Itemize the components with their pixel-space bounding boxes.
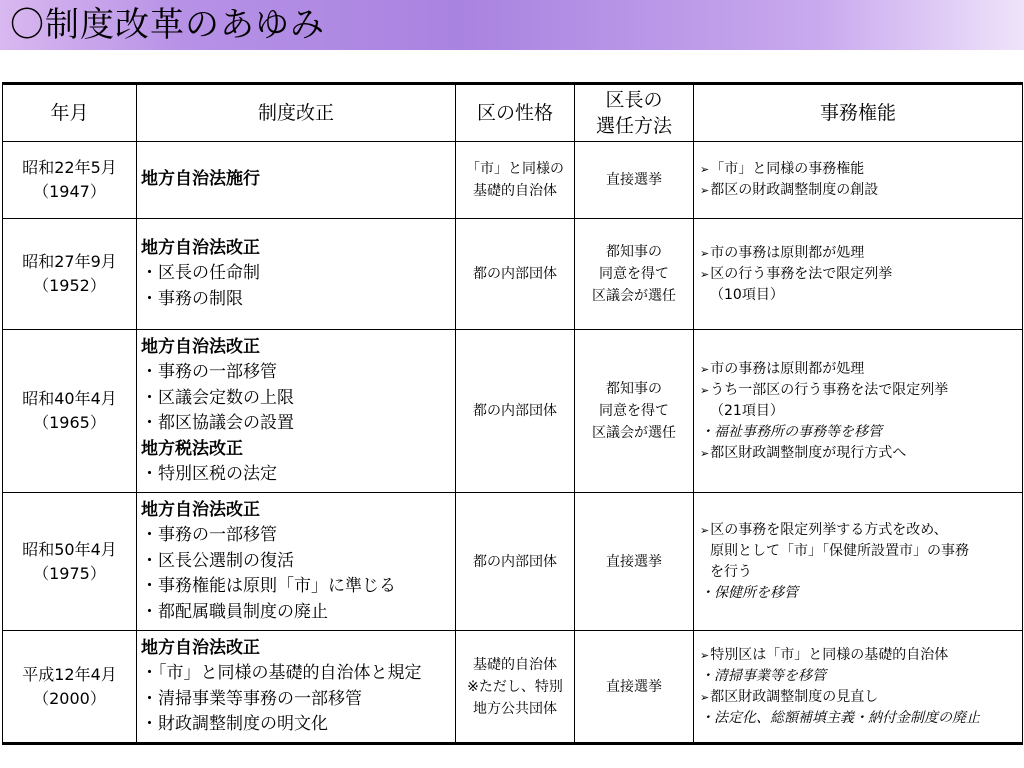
method-cell (575, 330, 694, 493)
table-row (3, 142, 1023, 219)
period-era: 平成12年4月 (22, 664, 117, 684)
period-cell (3, 631, 137, 744)
header-method: 区長の 選任方法 (575, 84, 694, 142)
header-powers: 事務権能 (694, 84, 1023, 142)
reform-law-heading: 地方自治法改正 (141, 637, 260, 658)
method-text: 都知事の (606, 381, 662, 397)
period-year: （1952） (33, 276, 106, 295)
reform-law-heading: 地方税法改正 (141, 438, 243, 459)
reform-item: ・清掃事業等事務の一部移管 (141, 688, 362, 709)
powers-bullet-item: ➢ 区の事務を限定列挙する方式を改め、 (700, 520, 1022, 541)
powers-continuation: （10項目） (710, 286, 784, 303)
method-cell (575, 219, 694, 330)
method-text: 区議会が選任 (592, 288, 676, 304)
nature-text: 都の内部団体 (473, 403, 557, 419)
method-text: 都知事の (606, 244, 662, 260)
method-text: 直接選挙 (606, 678, 662, 695)
method-cell (575, 493, 694, 631)
nature-cell (456, 493, 575, 631)
nature-text: 基礎的自治体 (473, 656, 557, 673)
reform-cell (137, 330, 456, 493)
powers-continuation: （21項目） (710, 402, 784, 419)
powers-continuation: 原則として「市」「保健所設置市」の事務 (710, 542, 969, 559)
period-year: （1975） (33, 563, 106, 583)
nature-cell (456, 142, 575, 219)
reform-item: ・財政調整制度の明文化 (141, 714, 328, 734)
reform-item: ・事務の一部移管 (141, 362, 277, 382)
nature-text: 都の内部団体 (473, 266, 557, 282)
period-era: 昭和50年4月 (22, 539, 117, 559)
reform-item: ・事務権能は原則「市」に準じる (141, 576, 396, 597)
powers-cell (694, 219, 1023, 330)
reform-cell (137, 142, 456, 219)
nature-cell (456, 219, 575, 330)
reform-law-heading: 地方自治法改正 (141, 499, 260, 520)
period-era: 昭和22年5月 (22, 158, 117, 177)
reform-item: ・都配属職員制度の廃止 (141, 601, 328, 622)
header-period: 年月 (3, 84, 137, 142)
reform-item: ・特別区税の法定 (141, 464, 277, 484)
method-cell (575, 142, 694, 219)
reform-law-heading: 地方自治法施行 (141, 169, 260, 190)
reform-item: ・事務の制限 (141, 288, 243, 309)
reform-item: ・区議会定数の上限 (141, 387, 294, 408)
powers-bullet-item: ➢ 都区財政調整制度が現行方式へ (700, 443, 1022, 464)
reform-item: ・「市」と同様の基礎的自治体と規定 (141, 663, 422, 683)
table-header-row (3, 84, 1023, 142)
reform-cell (137, 219, 456, 330)
powers-bullet-item: ➢ 「市」と同様の事務権能 (700, 159, 1022, 180)
powers-continuation: を行う (710, 563, 752, 580)
period-year: （1947） (33, 182, 106, 201)
period-era: 昭和40年4月 (22, 389, 117, 408)
period-cell (3, 219, 137, 330)
powers-transfer-note: ・福祉事務所の事務等を移管 (700, 423, 882, 440)
nature-text: 地方公共団体 (473, 700, 557, 717)
powers-cell (694, 631, 1023, 744)
nature-text: 「市」と同様の (466, 161, 564, 177)
header-reform: 制度改正 (137, 84, 456, 142)
period-cell (3, 142, 137, 219)
reform-item: ・都区協議会の設置 (141, 413, 294, 433)
nature-text: 基礎的自治体 (473, 183, 557, 199)
reform-cell (137, 631, 456, 744)
method-text: 直接選挙 (606, 553, 662, 570)
powers-bullet-item: ➢ 都区の財政調整制度の創設 (700, 180, 1022, 201)
powers-bullet-item: ➢ 市の事務は原則都が処理 (700, 359, 1022, 380)
powers-cell (694, 493, 1023, 631)
powers-bullet-item: ➢ うち一部区の行う事務を法で限定列挙 (700, 380, 1022, 401)
period-year: （1965） (33, 413, 106, 432)
powers-transfer-note: ・保健所を移管 (700, 584, 798, 601)
powers-bullet-item: ➢ 都区財政調整制度の見直し (700, 687, 1022, 708)
reform-item: ・区長公選制の復活 (141, 550, 294, 571)
method-text: 同意を得て (599, 403, 669, 419)
table-row (3, 493, 1023, 631)
period-year: （2000） (33, 688, 106, 708)
period-cell (3, 493, 137, 631)
title-bar (0, 0, 1024, 50)
method-cell (575, 631, 694, 744)
method-text: 直接選挙 (606, 172, 662, 188)
method-text: 区議会が選任 (592, 425, 676, 441)
powers-bullet-item: ➢ 区の行う事務を法で限定列挙 (700, 264, 1022, 285)
method-text: 同意を得て (599, 266, 669, 282)
powers-cell (694, 142, 1023, 219)
nature-text: ※ただし、特別 (467, 678, 563, 695)
powers-bullet-item: ➢ 市の事務は原則都が処理 (700, 243, 1022, 264)
page-title: 〇制度改革のあゆみ (10, 5, 325, 45)
powers-transfer-note: ・法定化、総額補填主義・納付金制度の廃止 (700, 709, 980, 726)
reform-history-table (2, 82, 1023, 745)
header-nature: 区の性格 (456, 84, 575, 142)
reform-cell (137, 493, 456, 631)
powers-cell (694, 330, 1023, 493)
table-row (3, 219, 1023, 330)
nature-cell (456, 330, 575, 493)
reform-item: ・事務の一部移管 (141, 525, 277, 546)
powers-transfer-note: ・清掃事業等を移管 (700, 667, 826, 684)
period-era: 昭和27年9月 (22, 252, 117, 271)
reform-law-heading: 地方自治法改正 (141, 237, 260, 258)
reform-law-heading: 地方自治法改正 (141, 336, 260, 357)
powers-bullet-item: ➢ 特別区は「市」と同様の基礎的自治体 (700, 645, 1022, 666)
nature-cell (456, 631, 575, 744)
table-row (3, 631, 1023, 744)
table-row (3, 330, 1023, 493)
period-cell (3, 330, 137, 493)
reform-item: ・区長の任命制 (141, 263, 260, 284)
nature-text: 都の内部団体 (473, 553, 557, 570)
